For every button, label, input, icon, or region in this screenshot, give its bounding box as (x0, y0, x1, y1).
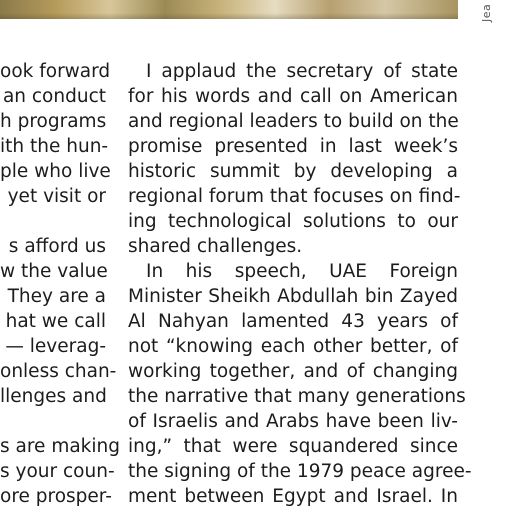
left-line: h programs (0, 111, 107, 132)
photo-credit-text: Jea (480, 3, 493, 22)
photo-credit (478, 0, 494, 24)
right-line: ing technological solutions to our (128, 211, 458, 232)
header-photo (0, 0, 458, 19)
left-line: s are making (0, 436, 120, 457)
left-line: — leverag- (5, 336, 106, 357)
left-paragraph-gap (0, 409, 106, 434)
right-line: Al Nahyan lamented 43 years of (128, 311, 458, 332)
left-column (0, 59, 120, 509)
left-line: s your coun- (0, 461, 115, 482)
left-paragraph-gap (0, 209, 106, 234)
left-line: llenges and (0, 386, 107, 407)
left-line: ore prosper- (0, 486, 112, 507)
left-line: ook forward (0, 61, 111, 82)
left-line: ple who live (0, 161, 111, 182)
left-line: ith the hun- (0, 136, 109, 157)
right-line: of Israelis and Arabs have been liv- (128, 411, 458, 432)
left-line: yet visit or (7, 186, 106, 207)
right-line: and regional leaders to build on the (128, 111, 459, 132)
right-line: the narrative that many generations (128, 386, 466, 407)
left-line: w the value (0, 261, 108, 282)
right-line: promise presented in last week’s (128, 136, 458, 157)
left-line: They are a (7, 286, 106, 307)
right-line: I applaud the secretary of state (146, 61, 458, 82)
right-line: regional forum that focuses on find- (128, 186, 461, 207)
right-line: for his words and call on American (128, 86, 458, 107)
left-line: hat we call (5, 311, 106, 332)
right-line: working together, and of changing (128, 361, 458, 382)
left-line: s afford us (8, 236, 106, 257)
right-column (128, 59, 472, 509)
right-line: In his speech, UAE Foreign (146, 261, 458, 282)
right-line: historic summit by developing a (128, 161, 458, 182)
right-line: shared challenges. (128, 236, 303, 257)
right-line: not “knowing each other better, of (128, 336, 458, 357)
right-line: the signing of the 1979 peace agree- (128, 461, 472, 482)
left-line: onless chan- (0, 361, 117, 382)
right-line: ment between Egypt and Israel. In (128, 486, 458, 507)
right-line: Minister Sheikh Abdullah bin Zayed (128, 286, 458, 307)
left-line: an conduct (2, 86, 106, 107)
right-line: ing,” that were squandered since (128, 436, 458, 457)
